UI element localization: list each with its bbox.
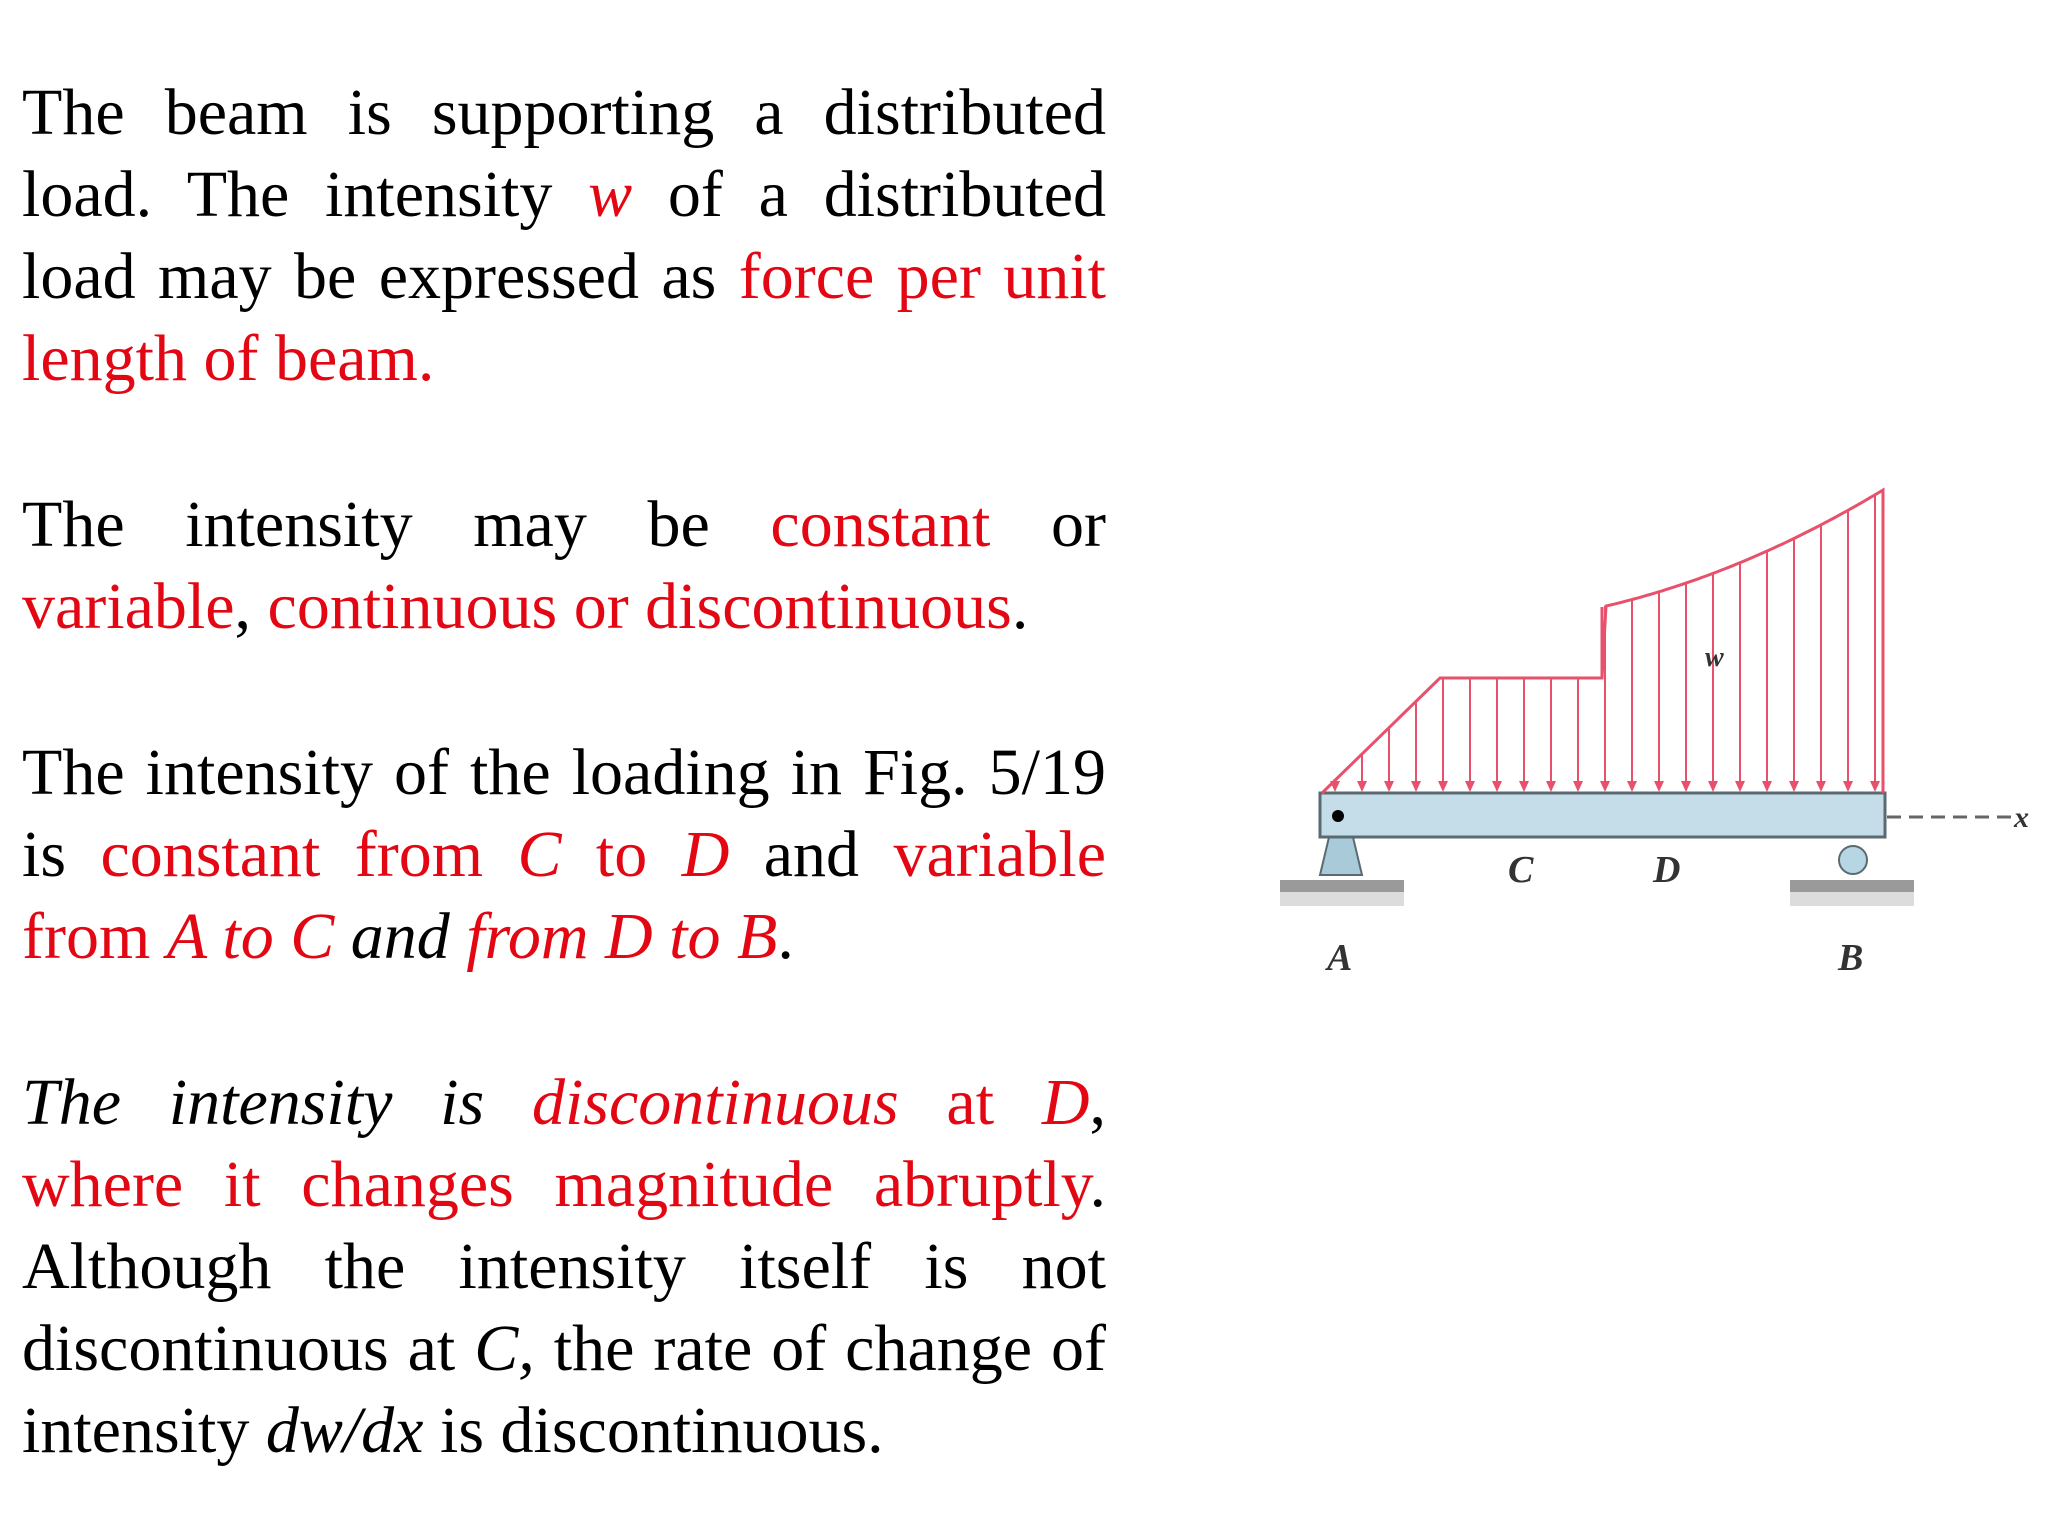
- load-arrow-head: [1627, 781, 1637, 792]
- load-arrow-head: [1654, 781, 1664, 792]
- c-label: C: [1508, 849, 1534, 891]
- text-segment: at: [898, 1066, 1042, 1139]
- a-label: A: [1327, 937, 1353, 979]
- text-segment: or: [990, 488, 1106, 561]
- text-segment: constant from: [100, 818, 518, 891]
- w-label: w: [1705, 642, 1724, 673]
- text-segment: C: [517, 818, 562, 891]
- load-arrow-head: [1330, 781, 1340, 792]
- text-segment: from D to B: [466, 900, 778, 973]
- load-arrow-head: [1789, 781, 1799, 792]
- load-envelope: [1322, 490, 1883, 793]
- load-arrow-head: [1870, 781, 1880, 792]
- text-segment: continuous or discontinuous: [267, 570, 1012, 643]
- load-arrow-head: [1708, 781, 1718, 792]
- paragraph-distributed-load: [22, 72, 1106, 400]
- text-segment: discontinuous: [531, 1066, 899, 1139]
- load-arrow-head: [1492, 781, 1502, 792]
- x-axis-label: x: [2014, 801, 2029, 834]
- beam-load-figure: [1270, 470, 2040, 1010]
- text-segment: where it changes magnitude abruptly: [22, 1148, 1090, 1221]
- roller-support-b: [1839, 846, 1867, 874]
- text-segment: to: [561, 818, 682, 891]
- text-segment: . Although the intensity itself is not discontinuous at: [22, 1148, 1106, 1385]
- text-segment: ,: [234, 570, 268, 643]
- text-segment: .: [1011, 570, 1029, 643]
- ground-a-shade: [1280, 892, 1404, 906]
- text-segment: dw/dx: [265, 1394, 424, 1467]
- load-arrow-head: [1762, 781, 1772, 792]
- load-arrow-head: [1438, 781, 1448, 792]
- load-arrow-head: [1465, 781, 1475, 792]
- text-segment: the rate of change of intensity: [22, 1312, 1106, 1467]
- text-segment: The intensity is: [22, 1066, 532, 1139]
- load-arrow-head: [1519, 781, 1529, 792]
- ground-b: [1790, 880, 1914, 892]
- text-segment: C,: [474, 1312, 535, 1385]
- ground-b-shade: [1790, 892, 1914, 906]
- text-segment: D: [1041, 1066, 1090, 1139]
- text-segment: constant: [770, 488, 991, 561]
- load-arrows: [1330, 495, 1880, 792]
- b-label: B: [1838, 937, 1864, 979]
- text-segment: is discontinuous.: [423, 1394, 884, 1467]
- d-label: D: [1653, 849, 1681, 891]
- beam: [1320, 793, 1885, 837]
- beam-diagram: [1270, 470, 2040, 1010]
- paragraph-fig-loading: [22, 732, 1106, 978]
- text-segment: variable: [22, 570, 235, 643]
- load-arrow-head: [1411, 781, 1421, 792]
- text-segment: force per unit length of beam.: [22, 240, 1106, 395]
- text-segment: D: [681, 818, 730, 891]
- text-segment: and: [729, 818, 894, 891]
- load-arrow-head: [1384, 781, 1394, 792]
- text-segment: .: [777, 900, 794, 973]
- load-arrow-head: [1573, 781, 1583, 792]
- pin-dot: [1332, 810, 1344, 822]
- text-segment: of a distributed load may be expressed as: [22, 158, 1107, 313]
- pin-support-a: [1320, 833, 1362, 875]
- text-segment: A to C: [166, 900, 335, 973]
- text-segment: The intensity may be: [22, 488, 771, 561]
- load-arrow-head: [1843, 781, 1853, 792]
- paragraph-intensity-types: [22, 484, 1106, 648]
- paragraph-discontinuity: [22, 1062, 1106, 1472]
- text-segment: ,: [1089, 1066, 1106, 1139]
- text-segment: and: [334, 900, 467, 973]
- load-arrow-head: [1600, 781, 1610, 792]
- load-arrow-head: [1357, 781, 1367, 792]
- text-segment: The beam is supporting a distributed load. The intensity: [22, 76, 1106, 231]
- load-arrow-head: [1546, 781, 1556, 792]
- load-arrow-head: [1681, 781, 1691, 792]
- text-segment: variable from: [22, 818, 1107, 973]
- text-segment: The intensity of the loading in Fig. 5/19 is: [22, 736, 1106, 891]
- load-arrow-head: [1816, 781, 1826, 792]
- ground-a: [1280, 880, 1404, 892]
- load-arrow-head: [1735, 781, 1745, 792]
- text-segment: w: [588, 158, 633, 231]
